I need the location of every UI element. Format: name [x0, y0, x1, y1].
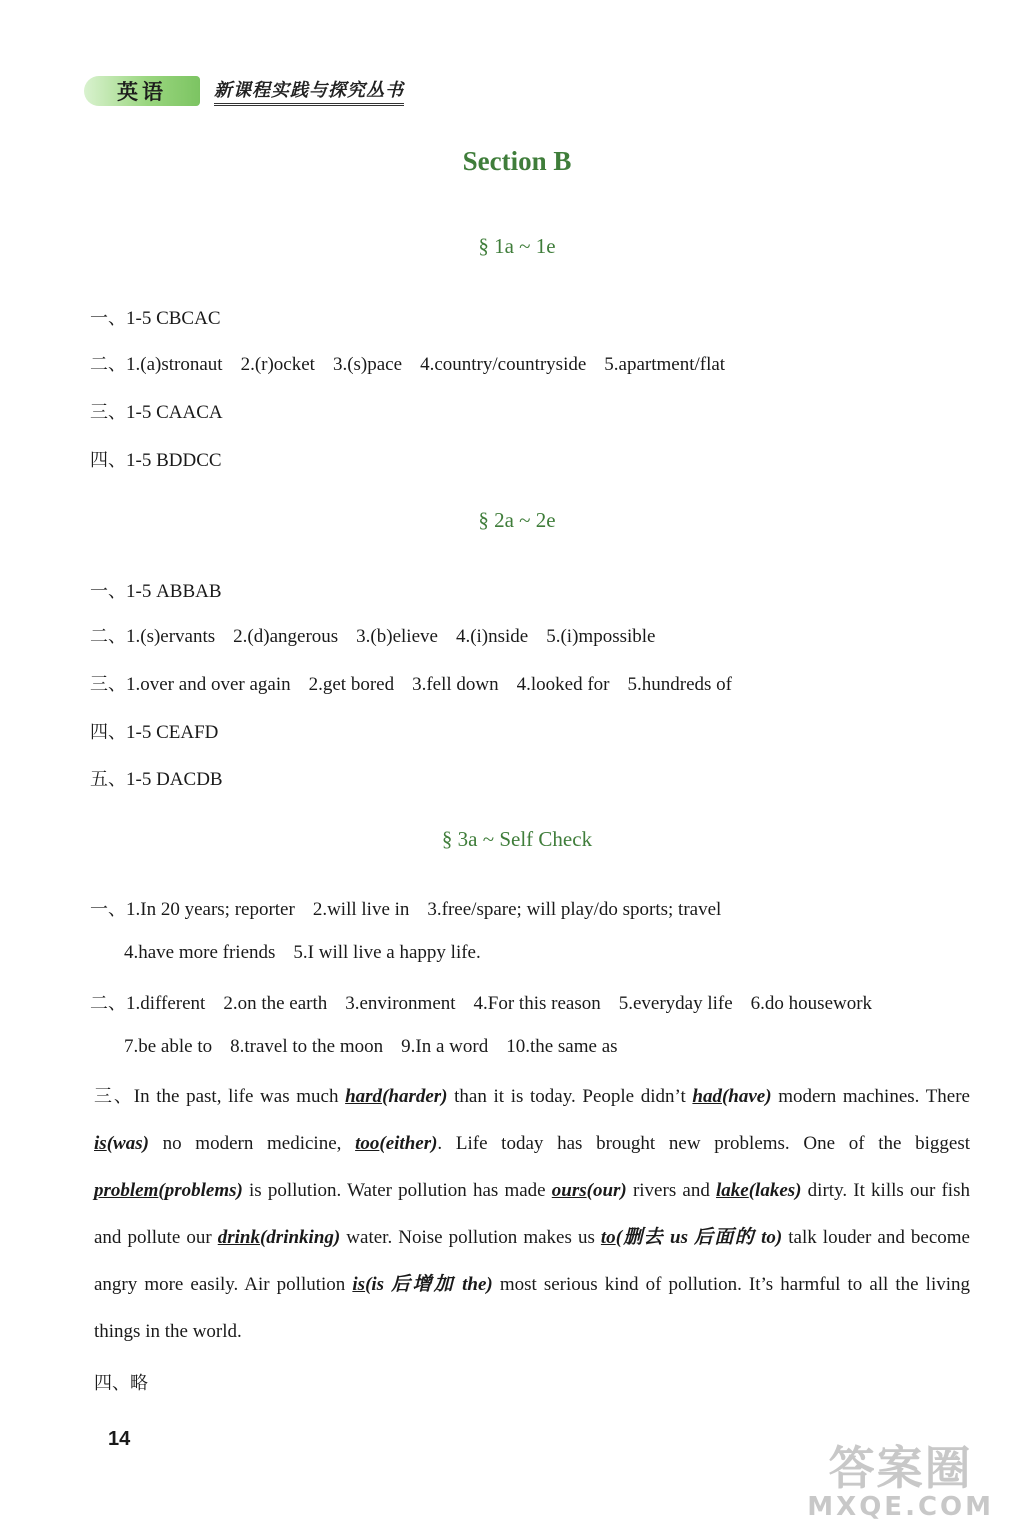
correction-paragraph [94, 1073, 970, 1355]
error-word: to [600, 1227, 616, 1248]
item-number: 二、 [90, 993, 126, 1014]
text-run: dirty. It kills our fish and pollute our [94, 1180, 970, 1248]
answer-line [124, 1036, 618, 1058]
answer-part: 2.on the earth [223, 993, 328, 1014]
correction-word: (our) [586, 1180, 627, 1201]
answer-text: 1-5 ABBAB [126, 581, 222, 602]
correction-word: (problems) [158, 1180, 243, 1201]
correction-word: (is 后增加 the) [365, 1274, 493, 1295]
answer-part: 9.In a word [401, 1036, 489, 1057]
answer-part: 3.(b)elieve [356, 626, 438, 647]
subsection-title: § 3a ~ Self Check [441, 827, 593, 851]
answer-line [90, 765, 223, 791]
series-title: 新课程实践与探究丛书 [214, 76, 404, 106]
answer-line [90, 577, 222, 603]
answer-line [90, 989, 872, 1015]
answer-part: 10.the same as [506, 1036, 618, 1057]
error-word: drink [217, 1227, 260, 1248]
answer-part: 2.get bored [308, 674, 395, 695]
answer-line [90, 622, 655, 648]
item-number: 三、 [90, 674, 126, 695]
answer-part: 3.free/spare; will play/do sports; travel [427, 899, 722, 920]
correction-word: (harder) [382, 1086, 448, 1107]
answer-line [90, 670, 732, 696]
answer-part: 3.(s)pace [332, 354, 403, 375]
answer-part: 2.(r)ocket [240, 354, 315, 375]
text-run: no modern medicine, [148, 1133, 356, 1154]
answer-part: 5.hundreds of [627, 674, 732, 695]
answer-line [124, 942, 481, 964]
answer-part: 1.different [126, 993, 206, 1014]
answer-part: 4.For this reason [473, 993, 601, 1014]
text-run: . Life today has brought new problems. One of the biggest [437, 1133, 970, 1154]
item-number: 四、 [90, 722, 126, 743]
answer-part: 4.(i)nside [455, 626, 529, 647]
answer-part: 8.travel to the moon [230, 1036, 384, 1057]
answer-part: 3.environment [345, 993, 456, 1014]
error-word: too [355, 1133, 380, 1154]
text-run: rivers and [626, 1180, 717, 1201]
answer-text: 1-5 CAACA [126, 402, 223, 423]
error-word: problem [94, 1180, 159, 1201]
answer-part: 4.have more friends [124, 942, 276, 963]
answer-part: 5.I will live a happy life. [293, 942, 481, 963]
answer-part: 4.country/countryside [420, 354, 587, 375]
item-number: 二、 [90, 626, 126, 647]
page-header [84, 70, 404, 106]
subsection-title: § 2a ~ 2e [478, 508, 556, 532]
item-number: 一、 [90, 899, 126, 920]
item-number: 五、 [90, 769, 126, 790]
answer-line [94, 1369, 148, 1395]
answer-part: 1.over and over again [126, 674, 291, 695]
correction-word: (lakes) [748, 1180, 802, 1201]
error-word: hard [345, 1086, 383, 1107]
item-number: 二、 [90, 354, 126, 375]
answer-part: 5.everyday life [618, 993, 733, 1014]
item-number: 一、 [90, 308, 126, 329]
correction-word: (have) [721, 1086, 772, 1107]
item-number: 三、 [94, 1086, 134, 1107]
item-number: 三、 [90, 402, 126, 423]
section-title: Section B [462, 146, 572, 176]
answer-part: 1.In 20 years; reporter [126, 899, 295, 920]
watermark-logo [807, 1432, 994, 1522]
subject-badge: 英语 [84, 76, 200, 106]
correction-word: (was) [106, 1133, 149, 1154]
text-run: is pollution. Water pollution has made [242, 1180, 552, 1201]
page-number: 14 [108, 1428, 131, 1450]
answer-line [90, 398, 223, 424]
answer-text: 1-5 BDDCC [126, 450, 222, 471]
text-run: than it is today. People didn’t [447, 1086, 693, 1107]
correction-word: (either) [379, 1133, 438, 1154]
answer-line [90, 304, 221, 330]
answer-line [90, 895, 721, 921]
error-word: had [692, 1086, 722, 1107]
answer-text: 1-5 CEAFD [126, 722, 219, 743]
text-run: modern machines. There [771, 1086, 970, 1107]
answer-line [90, 350, 725, 376]
answer-part: 1.(s)ervants [126, 626, 216, 647]
correction-word: (删去 us 后面的 to) [615, 1227, 783, 1248]
item-number: 一、 [90, 581, 126, 602]
error-word: is [352, 1274, 366, 1295]
answer-part: 7.be able to [124, 1036, 213, 1057]
answer-part: 2.will live in [312, 899, 410, 920]
answer-part: 6.do housework [750, 993, 873, 1014]
text-run: water. Noise pollution makes us [340, 1227, 601, 1248]
error-word: ours [551, 1180, 587, 1201]
answer-text: 1-5 DACDB [126, 769, 223, 790]
item-number: 四、 [94, 1373, 130, 1394]
answer-part: 3.fell down [412, 674, 499, 695]
watermark-cn: 答案圈 [828, 1441, 973, 1495]
answer-part: 5.(i)mpossible [546, 626, 656, 647]
answer-part: 1.(a)stronaut [126, 354, 223, 375]
answer-line [90, 718, 218, 744]
watermark-url: MXQE.COM [807, 1492, 994, 1522]
answer-part: 4.looked for [516, 674, 610, 695]
text-run: In the past, life was much [133, 1086, 346, 1107]
correction-word: (drinking) [259, 1227, 341, 1248]
item-number: 四、 [90, 450, 126, 471]
subsection-title: § 1a ~ 1e [478, 234, 556, 258]
text-run: most serious kind of pollution. It’s harmful to all the living things in the world. [94, 1274, 971, 1342]
answer-part: 2.(d)angerous [233, 626, 339, 647]
answer-text: 1-5 CBCAC [126, 308, 221, 329]
error-word: lake [716, 1180, 749, 1201]
answer-line [90, 446, 222, 472]
text-run: talk louder and become angry more easily. Air pollution [94, 1227, 970, 1295]
answer-text: 略 [130, 1373, 148, 1394]
answer-part: 5.apartment/flat [604, 354, 726, 375]
error-word: is [94, 1133, 107, 1154]
